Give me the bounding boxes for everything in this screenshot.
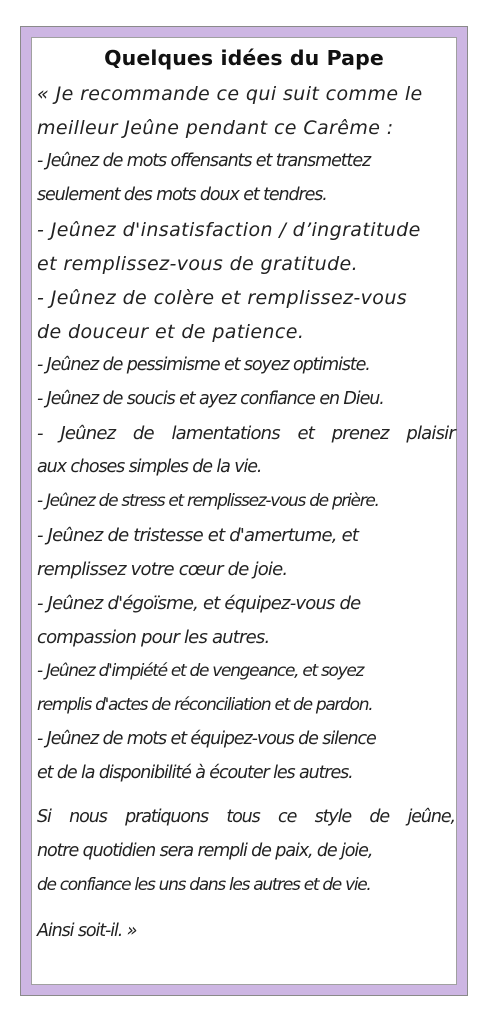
text-line: - Jeûnez de pessimisme et soyez optimiste. (37, 355, 370, 375)
text-line: - Jeûnez d'insatisfaction / d’ingratitude (37, 219, 421, 241)
closing-line: de confiance les uns dans les autres et de vie. (37, 875, 371, 895)
closing-line: Si nous pratiquons tous ce style de jeûne, (37, 807, 455, 827)
text-line: aux choses simples de la vie. (37, 457, 262, 477)
purple-frame (20, 26, 468, 996)
text-line: remplissez votre cœur de joie. (37, 559, 288, 580)
text-line: et remplissez-vous de gratitude. (37, 253, 359, 275)
page-title: Quelques idées du Pape (104, 46, 384, 70)
text-line: - Jeûnez de colère et remplissez-vous (37, 287, 408, 309)
text-line: - Jeûnez d'égoïsme, et équipez-vous de (37, 593, 361, 614)
text-line: - Jeûnez de lamentations et prenez plaisir (37, 423, 455, 444)
closing-line: notre quotidien sera rempli de paix, de joie, (37, 841, 373, 861)
text-line: remplis d'actes de réconciliation et de pardon. (37, 695, 373, 715)
text-line: compassion pour les autres. (37, 627, 270, 648)
text-line: et de la disponibilité à écouter les autres. (37, 763, 353, 783)
text-line: - Jeûnez de stress et remplissez-vous de prière. (37, 491, 379, 511)
text-line: « Je recommande ce qui suit comme le (37, 83, 423, 105)
text-line: - Jeûnez de soucis et ayez confiance en Dieu. (37, 389, 384, 409)
amen-line: Ainsi soit-il. » (37, 921, 137, 941)
text-line: meilleur Jeûne pendant ce Carême : (37, 117, 394, 139)
text-line: de douceur et de patience. (37, 321, 305, 343)
text-line: - Jeûnez de tristesse et d'amertume, et (37, 525, 359, 546)
text-line: - Jeûnez de mots offensants et transmettez (37, 151, 371, 171)
text-line: - Jeûnez de mots et équipez-vous de silence (37, 729, 376, 749)
text-line: - Jeûnez d'impiété et de vengeance, et soyez (37, 661, 364, 681)
text-line: seulement des mots doux et tendres. (37, 185, 327, 205)
quote-panel (31, 37, 457, 985)
